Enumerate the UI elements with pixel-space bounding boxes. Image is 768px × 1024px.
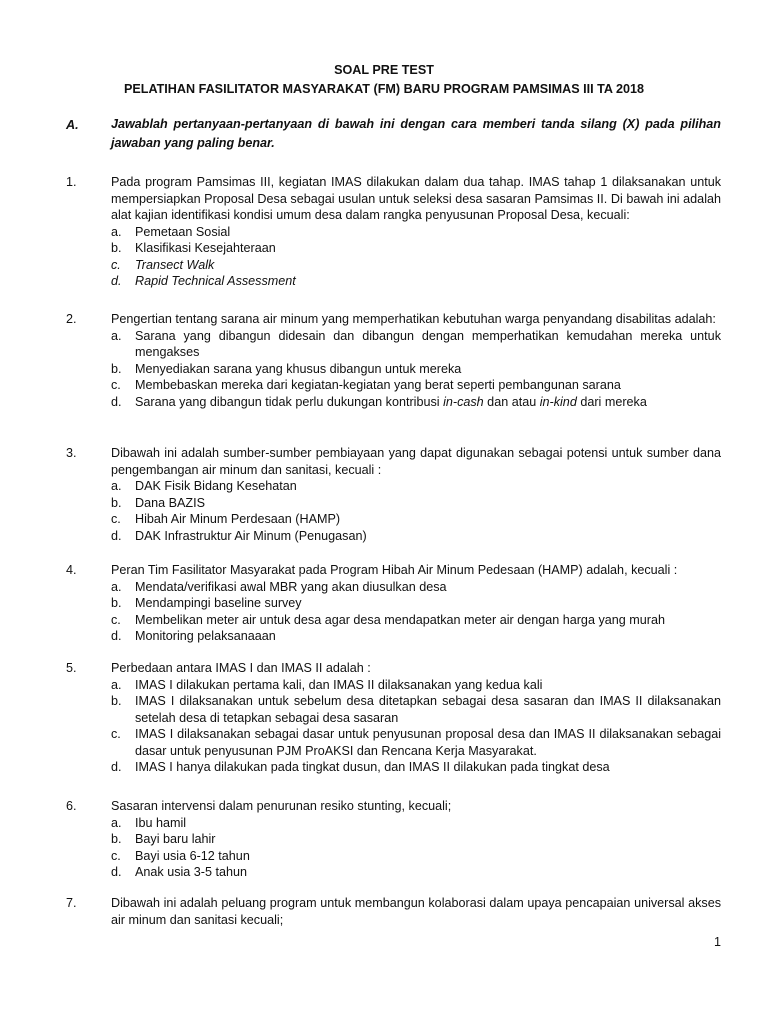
answer-option — [111, 328, 721, 361]
option-text — [135, 815, 721, 832]
option-letter: c. — [111, 612, 121, 627]
option-letter: a. — [111, 579, 122, 594]
option-text-segment: Sarana yang dibangun didesain dan dibangun dengan memperhatikan kemudahan mereka untuk mengakses — [135, 328, 721, 359]
question-text: Pengertian tentang sarana air minum yang memperhatikan kebutuhan warga penyandang disabilitas adalah: — [111, 312, 716, 326]
option-text — [135, 612, 721, 629]
answer-option — [111, 495, 721, 512]
question-6 — [66, 798, 722, 881]
answer-option — [111, 579, 721, 596]
option-text — [135, 394, 721, 411]
question-text: Sasaran intervensi dalam penurunan resiko stunting, kecuali; — [111, 799, 452, 813]
option-letter: c. — [111, 848, 121, 863]
option-text — [135, 726, 721, 759]
answer-option — [111, 377, 721, 394]
answer-option — [111, 361, 721, 378]
question-7 — [66, 895, 722, 928]
answer-option — [111, 612, 721, 629]
option-letter: a. — [111, 479, 122, 493]
option-letter: d. — [111, 528, 122, 543]
option-text — [135, 224, 721, 241]
option-letter: b. — [111, 495, 122, 510]
option-letter: c. — [111, 727, 121, 741]
option-text — [135, 328, 721, 361]
option-letter: d. — [111, 629, 122, 643]
answer-option — [111, 394, 721, 411]
option-text-segment: Monitoring pelaksanaaan — [135, 629, 276, 643]
option-text — [135, 864, 721, 881]
option-text — [135, 240, 721, 257]
option-text-segment: IMAS I dilaksanakan sebagai dasar untuk penyusunan proposal desa dan IMAS II dilaksanakan sebagai dasar untuk penyusunan PJM ProAKSI dan Rencana Kerja Masyarakat. — [135, 727, 721, 758]
question-5 — [66, 660, 722, 776]
option-text — [135, 848, 721, 865]
option-text — [135, 579, 721, 596]
option-text — [135, 759, 721, 776]
option-text — [135, 377, 721, 394]
section-instruction: Jawablah pertanyaan-pertanyaan di bawah ini dengan cara memberi tanda silang (X) pada pilihan jawaban yang paling benar. — [111, 117, 721, 150]
document-subtitle: PELATIHAN FASILITATOR MASYARAKAT (FM) BARU PROGRAM PAMSIMAS III TA 2018 — [123, 82, 645, 96]
option-text — [135, 257, 721, 274]
question-number: 5. — [66, 661, 77, 675]
option-text-segment: Membelikan meter air untuk desa agar desa mendapatkan meter air dengan harga yang murah — [135, 612, 665, 627]
question-2 — [66, 311, 722, 410]
option-text — [135, 831, 721, 848]
option-text-segment: Klasifikasi Kesejahteraan — [135, 241, 276, 255]
question-number: 2. — [66, 312, 77, 326]
option-letter: b. — [111, 596, 122, 610]
option-text — [135, 511, 721, 528]
answer-option — [111, 478, 721, 495]
option-letter: d. — [111, 394, 122, 409]
option-letter: d. — [111, 274, 122, 288]
option-text-segment: Menyediakan sarana yang khusus dibangun untuk mereka — [135, 361, 462, 376]
page-number: 1 — [714, 935, 722, 949]
option-text-segment: Sarana yang dibangun tidak perlu dukungan kontribusi — [135, 394, 444, 409]
question-3 — [66, 445, 722, 544]
answer-option — [111, 528, 721, 545]
option-text-segment: DAK Infrastruktur Air Minum (Penugasan) — [135, 528, 367, 543]
option-letter: c. — [111, 257, 121, 272]
question-number: 3. — [66, 446, 77, 460]
question-text: Dibawah ini adalah sumber-sumber pembiayaan yang dapat digunakan sebagai potensi untuk sumber dana pengembangan air minum dan sanitasi, kecuali : — [111, 446, 721, 477]
answer-option — [111, 693, 721, 726]
option-text — [135, 273, 721, 290]
option-letter: a. — [111, 677, 122, 692]
answer-option — [111, 848, 721, 865]
option-text-segment: in-cash — [443, 394, 484, 409]
option-letter: d. — [111, 760, 122, 774]
question-text: Dibawah ini adalah peluang program untuk membangun kolaborasi dalam upaya pencapaian universal akses air minum dan sanitasi kecuali; — [111, 896, 721, 927]
question-number: 4. — [66, 563, 77, 577]
answer-option — [111, 273, 721, 290]
answer-option — [111, 726, 721, 759]
question-number: 1. — [66, 175, 77, 189]
option-text-segment: dari mereka — [576, 394, 647, 409]
option-text-segment: IMAS I dilaksanakan untuk sebelum desa ditetapkan sebagai desa sasaran dan IMAS II dilaksanakan setelah desa di tetapkan sebagai desa sasaran — [135, 694, 721, 725]
answer-option — [111, 815, 721, 832]
option-text-segment: IMAS I hanya dilakukan pada tingkat dusun, dan IMAS II dilakukan pada tingkat desa — [135, 760, 610, 774]
option-text-segment: Transect Walk — [135, 257, 215, 272]
option-text — [135, 478, 721, 495]
option-text — [135, 595, 721, 612]
option-text-segment: dan atau — [483, 394, 540, 409]
option-letter: c. — [111, 512, 121, 526]
option-letter: c. — [111, 378, 121, 392]
option-letter: b. — [111, 832, 122, 846]
option-text — [135, 361, 721, 378]
option-text-segment: Dana BAZIS — [135, 495, 205, 510]
answer-option — [111, 831, 721, 848]
answer-option — [111, 628, 721, 645]
question-text: Pada program Pamsimas III, kegiatan IMAS dilakukan dalam dua tahap. IMAS tahap 1 dilaksanakan untuk mempersiapkan Proposal Desa sebagai usulan untuk seleksi desa sasaran Pamsimas II. Di bawah ini adalah alat kajian identifikasi kondisi umum desa dalam rangka penyusunan Proposal Desa, kecuali: — [111, 175, 721, 222]
question-text: Perbedaan antara IMAS I dan IMAS II adalah : — [111, 661, 371, 675]
option-text-segment: Pemetaan Sosial — [135, 224, 231, 239]
answer-option — [111, 257, 721, 274]
option-letter: b. — [111, 241, 122, 255]
question-4 — [66, 562, 722, 645]
option-text-segment: Anak usia 3-5 tahun — [135, 865, 248, 879]
option-text-segment: Mendampingi baseline survey — [135, 596, 302, 610]
question-number: 7. — [66, 896, 77, 910]
option-text — [135, 528, 721, 545]
option-text — [135, 677, 721, 694]
option-letter: a. — [111, 224, 122, 239]
section-letter: A. — [66, 118, 79, 132]
option-text — [135, 495, 721, 512]
answer-option — [111, 864, 721, 881]
answer-option — [111, 224, 721, 241]
option-text-segment: IMAS I dilakukan pertama kali, dan IMAS II dilaksanakan yang kedua kali — [135, 677, 543, 692]
answer-option — [111, 677, 721, 694]
option-text — [135, 693, 721, 726]
option-text-segment: Mendata/verifikasi awal MBR yang akan diusulkan desa — [135, 579, 447, 594]
option-letter: a. — [111, 328, 122, 343]
option-letter: a. — [111, 815, 122, 830]
option-text — [135, 628, 721, 645]
answer-option — [111, 759, 721, 776]
option-text-segment: Ibu hamil — [135, 815, 187, 830]
answer-option — [111, 595, 721, 612]
answer-option — [111, 240, 721, 257]
document-title: SOAL PRE TEST — [334, 63, 434, 77]
option-letter: d. — [111, 865, 122, 879]
option-text-segment: Bayi usia 6-12 tahun — [135, 848, 250, 863]
question-text: Peran Tim Fasilitator Masyarakat pada Program Hibah Air Minum Pedesaan (HAMP) adalah, kecuali : — [111, 563, 678, 577]
option-text-segment: in-kind — [539, 394, 577, 409]
question-1 — [66, 174, 722, 290]
option-letter: b. — [111, 361, 122, 376]
option-text-segment: Hibah Air Minum Perdesaan (HAMP) — [135, 512, 341, 526]
answer-option — [111, 511, 721, 528]
option-text-segment: Rapid Technical Assessment — [135, 274, 296, 288]
option-text-segment: Membebaskan mereka dari kegiatan-kegiatan yang berat seperti pembangunan sarana — [135, 378, 621, 392]
option-letter: b. — [111, 694, 122, 708]
question-number: 6. — [66, 799, 77, 813]
option-text-segment: Bayi baru lahir — [135, 832, 216, 846]
option-text-segment: DAK Fisik Bidang Kesehatan — [135, 479, 297, 493]
